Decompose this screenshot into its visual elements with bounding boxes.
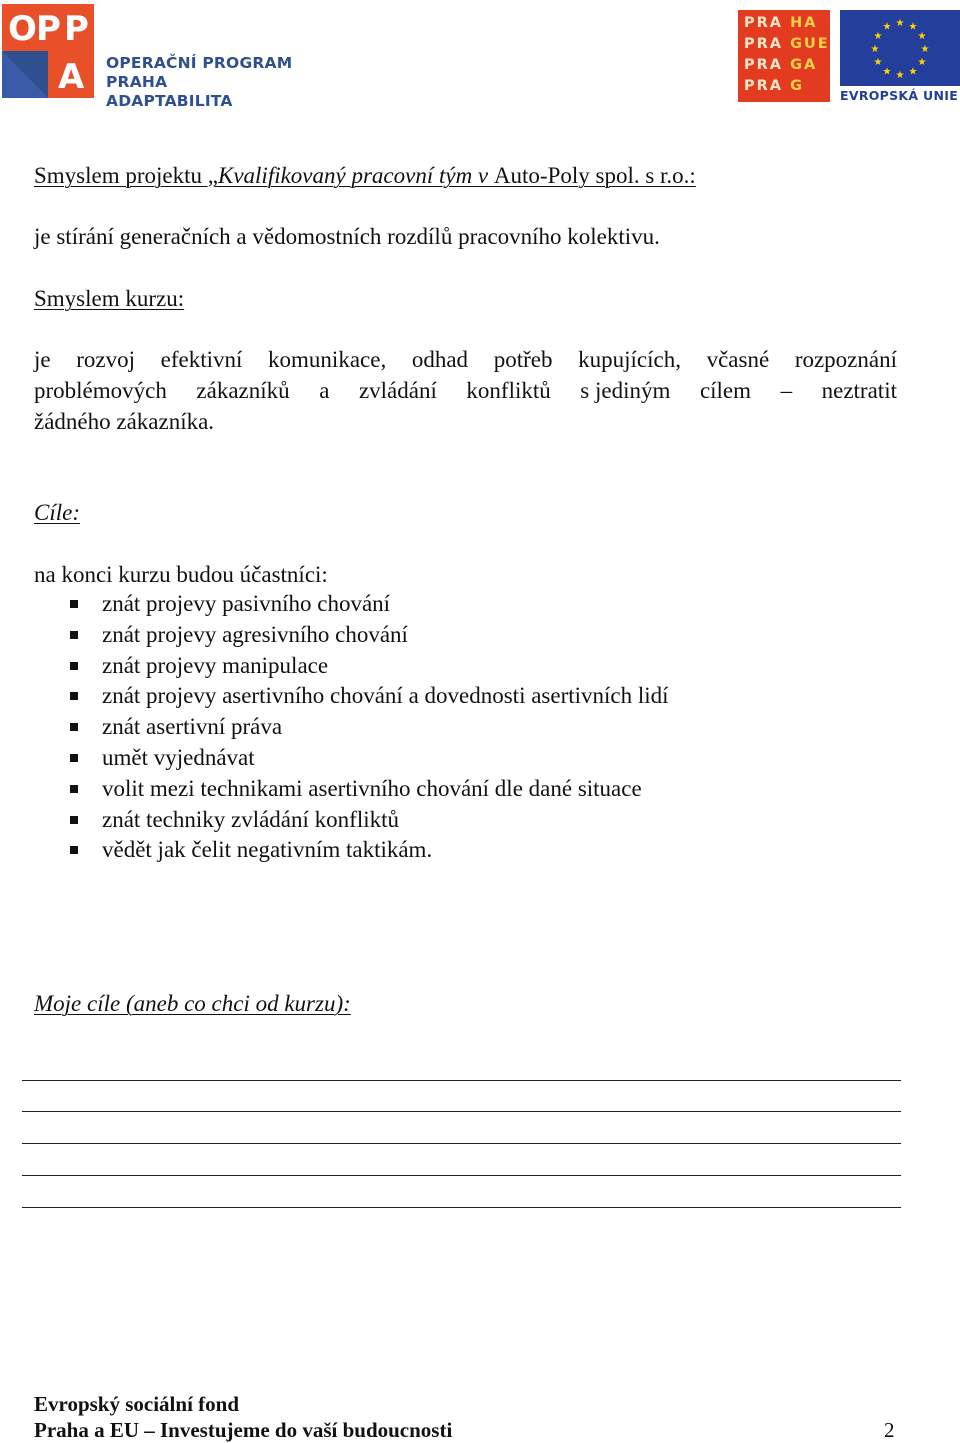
opp-letter-a: A [58, 57, 85, 97]
eu-logo-caption: EVROPSKÁ UNIE [840, 88, 959, 103]
svg-text:★: ★ [895, 18, 905, 29]
eu-logo [840, 10, 960, 102]
write-line[interactable] [22, 1111, 901, 1112]
svg-text:★: ★ [908, 21, 918, 33]
write-line[interactable] [22, 1080, 901, 1081]
goals-heading: Cíle: [34, 500, 80, 525]
svg-text:★: ★ [870, 44, 880, 55]
bullet-icon [70, 754, 78, 762]
my-goals-heading: Moje cíle (aneb co chci od kurzu): [34, 991, 351, 1016]
bullet-icon [70, 816, 78, 824]
write-line[interactable] [22, 1207, 901, 1208]
svg-text:★: ★ [873, 31, 883, 42]
opp-logo-line2: ADAPTABILITA [106, 92, 233, 110]
bullet-icon [70, 723, 78, 731]
opp-logo-text [106, 54, 332, 111]
eu-flag-icon [840, 10, 960, 86]
svg-text:★: ★ [873, 57, 883, 68]
svg-text:★: ★ [895, 70, 905, 81]
goals-intro: na konci kurzu budou účastníci: [34, 562, 328, 587]
bullet-icon [70, 692, 78, 700]
bullet-icon [70, 662, 78, 670]
write-line[interactable] [22, 1175, 901, 1176]
course-text-line1: je rozvoj efektivní komunikace, odhad potřeb kupujících, včasné rozpoznání [34, 347, 897, 372]
svg-text:★: ★ [917, 57, 927, 68]
opp-logo-line1: OPERAČNÍ PROGRAM PRAHA [106, 54, 293, 91]
svg-text:★: ★ [908, 66, 918, 78]
opp-letter-p2: P [64, 9, 89, 49]
svg-text:★: ★ [920, 44, 930, 55]
bullet-icon [70, 846, 78, 854]
bullet-icon [70, 785, 78, 793]
course-text-line3: žádného zákazníka. [34, 409, 215, 434]
svg-text:★: ★ [882, 66, 892, 78]
opp-logo [2, 4, 332, 110]
page-number: 2 [884, 1418, 895, 1442]
write-line[interactable] [22, 1143, 901, 1144]
project-heading: Smyslem projektu „Kvalifikovaný pracovní tým v Auto-Poly spol. s r.o.: [34, 163, 696, 188]
svg-text:★: ★ [882, 21, 892, 33]
opp-letter-o: O [8, 9, 37, 49]
bullet-icon [70, 631, 78, 639]
project-text: je stírání generačních a vědomostních rozdílů pracovního kolektivu. [34, 224, 660, 249]
praha-logo-text: PRA HA PRA GUE PRA GA PRA G [744, 15, 830, 94]
bullet-icon [70, 600, 78, 608]
opp-letter-p1: P [36, 9, 61, 49]
svg-text:★: ★ [917, 31, 927, 42]
course-heading: Smyslem kurzu: [34, 286, 185, 311]
footer-slogan: Praha a EU – Investujeme do vaší budoucnosti [34, 1418, 453, 1442]
praha-logo [738, 10, 830, 102]
footer-fund: Evropský sociální fond [34, 1392, 240, 1416]
course-text-line2: problémových zákazníků a zvládání konfliktů s jediným cílem – neztratit [34, 378, 897, 403]
